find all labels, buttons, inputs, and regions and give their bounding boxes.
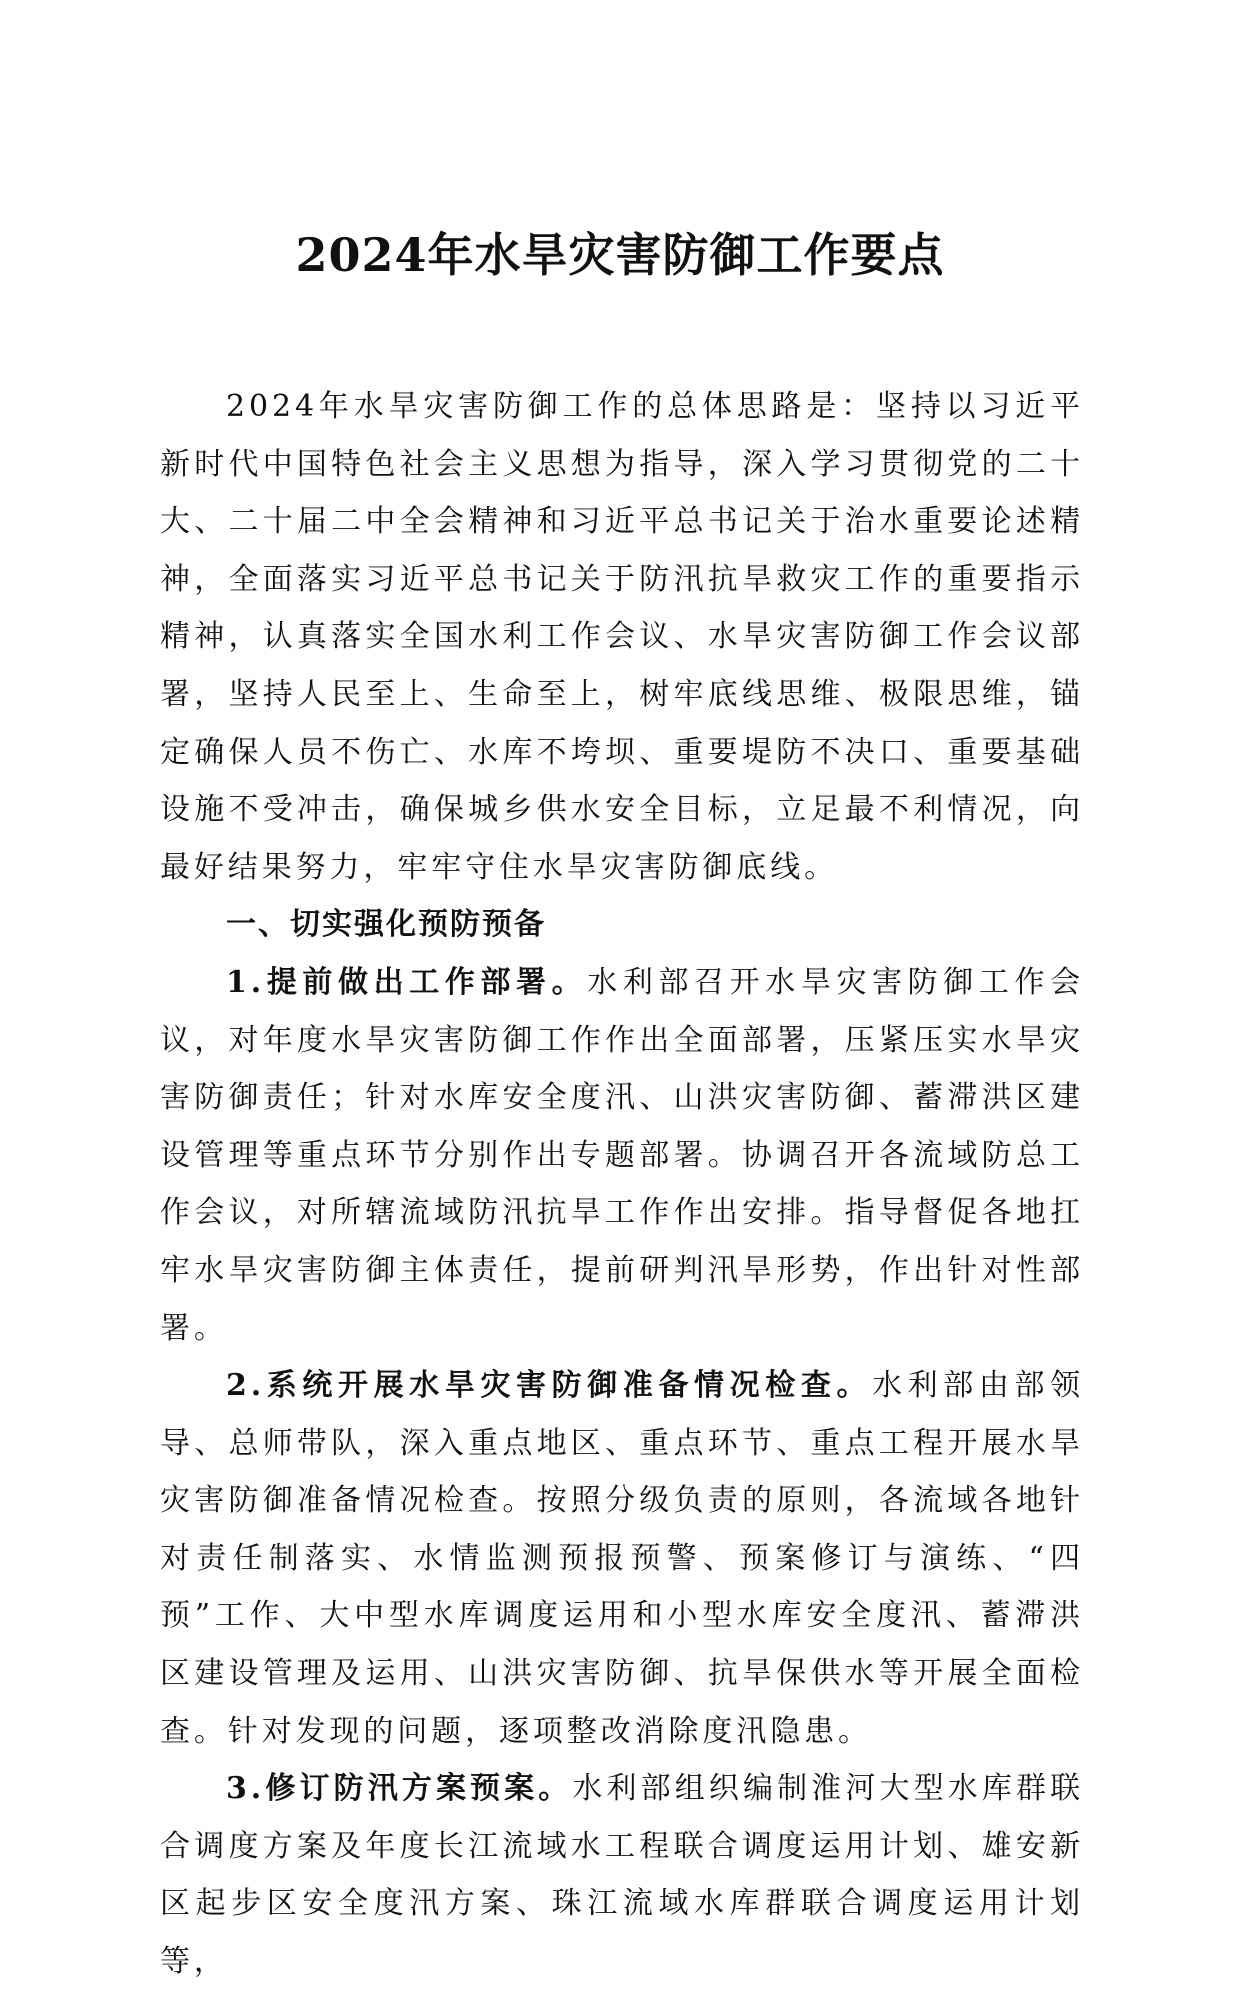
work-item-3-text: 水利部组织编制淮河大型水库群联合调度方案及年度长江流域水工程联合调度运用计划、雄安新区起步区安全度汛方案、珠江流域水库群联合调度运用计划等，: [160, 1771, 1085, 1980]
work-item-2-lead: 2.系统开展水旱灾害防御准备情况检查。: [226, 1368, 873, 1404]
work-item-2: [160, 1357, 1084, 1760]
work-item-1: [160, 954, 1084, 1357]
work-item-2-text: 水利部由部领导、总师带队，深入重点地区、重点环节、重点工程开展水旱灾害防御准备情况检查。按照分级负责的原则，各流域各地针对责任制落实、水情监测预报预警、预案修订与演练、“四预”工作、大中型水库调度运用和小型水库安全度汛、蓄滞洪区建设管理及运用、山洪灾害防御、抗旱保供水等开展全面检查。针对发现的问题，逐项整改消除度汛隐患。: [160, 1368, 1084, 1749]
work-item-1-lead: 1.提前做出工作部署。: [226, 964, 588, 1000]
document-title: 2024年水旱灾害防御工作要点: [295, 228, 945, 282]
work-item-3-lead: 3.修订防汛方案预案。: [226, 1771, 573, 1807]
work-item-3: [160, 1760, 1084, 1990]
intro-paragraph: 2024年水旱灾害防御工作的总体思路是：坚持以习近平新时代中国特色社会主义思想为指导，深入学习贯彻党的二十大、二十届二中全会精神和习近平总书记关于治水重要论述精神，全面落实习近平总书记关于防汛抗旱救灾工作的重要指示精神，认真落实全国水利工作会议、水旱灾害防御工作会议部署，坚持人民至上、生命至上，树牢底线思维、极限思维，锚定确保人员不伤亡、水库不垮坝、重要堤防不决口、重要基础设施不受冲击，确保城乡供水安全目标，立足最不利情况，向最好结果努力，牢牢守住水旱灾害防御底线。: [160, 389, 1084, 885]
section-heading-1: 一、切实强化预防预备: [226, 907, 546, 943]
work-item-1-text: 水利部召开水旱灾害防御工作会议，对年度水旱灾害防御工作作出全面部署，压紧压实水旱灾害防御责任；针对水库安全度汛、山洪灾害防御、蓄滞洪区建设管理等重点环节分别作出专题部署。协调召开各流域防总工作会议，对所辖流域防汛抗旱工作作出安排。指导督促各地扛牢水旱灾害防御主体责任，提前研判汛旱形势，作出针对性部署。: [160, 964, 1084, 1346]
document-body: [160, 378, 1084, 1991]
